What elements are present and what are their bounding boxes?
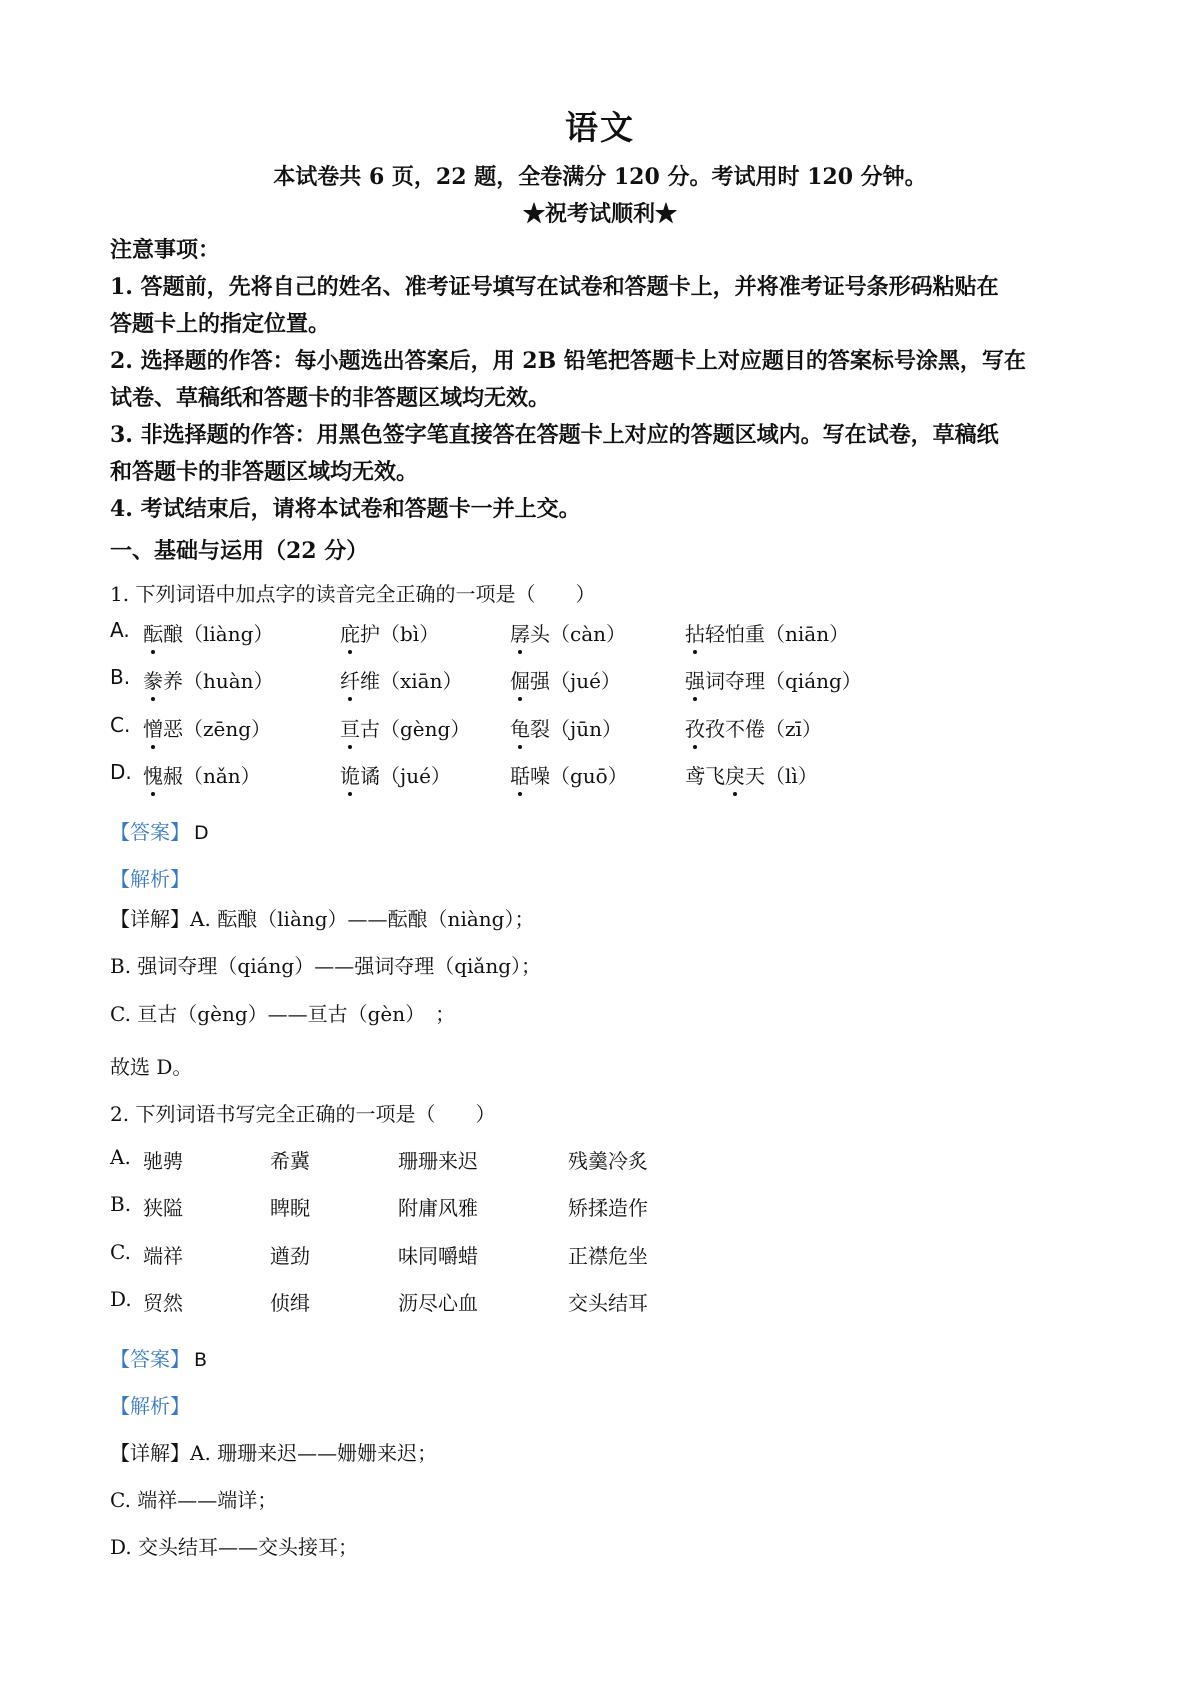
note-line: 和答题卡的非答题区域均无效。 — [110, 459, 419, 485]
analysis-line — [110, 1390, 190, 1419]
dotted-char: 愧 — [143, 764, 163, 788]
option-word: 遒劲 — [270, 1244, 310, 1268]
dotted-char: 聒 — [510, 764, 530, 788]
option-word: 味同嚼蜡 — [398, 1244, 478, 1268]
word-rest: 维（xiān） — [360, 669, 463, 693]
dotted-char: 拈 — [685, 622, 705, 646]
detail-line: B. 强词夺理（qiáng）——强词夺理（qiǎng）； — [110, 954, 542, 978]
dotted-char: 倔 — [510, 669, 530, 693]
note-line: 答题卡上的指定位置。 — [110, 311, 331, 337]
detail-line: C. 端祥——端详； — [110, 1488, 278, 1512]
dotted-char: 憎 — [143, 717, 163, 741]
page-title: 语文 — [565, 108, 635, 147]
dotted-char: 孜 — [685, 717, 705, 741]
option-word — [510, 713, 622, 742]
word-prefix: 鸢飞 — [685, 764, 725, 788]
note-line: 1. 答题前，先将自己的姓名、准考证号填写在试卷和答题卡上，并将准考证号条形码粘贴在 — [110, 274, 999, 300]
analysis-line — [110, 863, 190, 892]
option-word: 睥睨 — [270, 1196, 310, 1220]
word-rest: 轻怕重（niān） — [705, 622, 850, 646]
option-word — [143, 665, 274, 694]
note-line: 4. 考试结束后，请将本试卷和答题卡一并上交。 — [110, 496, 581, 522]
word-rest: 恶（zēng） — [163, 717, 272, 741]
word-rest: 裂（jūn） — [530, 717, 622, 741]
question-1-stem: 1. 下列词语中加点字的读音完全正确的一项是（ ） — [110, 582, 596, 606]
answer-line — [110, 816, 209, 845]
option-label: A. — [110, 618, 130, 642]
section-heading: 一、基础与运用（22 分） — [110, 538, 369, 564]
word-rest: 词夺理（qiáng） — [705, 669, 862, 693]
word-rest: 酿（liàng） — [163, 622, 274, 646]
option-word: 端祥 — [143, 1244, 183, 1268]
option-label: C. — [110, 1240, 131, 1264]
dotted-char: 纤 — [340, 669, 360, 693]
option-label: A. — [110, 1145, 131, 1169]
option-word: 残羹冷炙 — [568, 1149, 648, 1173]
detail-line: D. 交头结耳——交头接耳； — [110, 1535, 359, 1559]
good-luck-line: ★祝考试顺利★ — [522, 201, 677, 227]
notes-heading: 注意事项： — [110, 237, 221, 263]
word-rest: 天（lì） — [745, 764, 818, 788]
analysis-tag: 【解析】 — [110, 867, 190, 891]
option-word: 希冀 — [270, 1149, 310, 1173]
option-word — [340, 665, 462, 694]
option-word — [340, 618, 439, 647]
answer-value: B — [194, 1349, 208, 1371]
dotted-char: 亘 — [340, 717, 360, 741]
notes-block — [110, 232, 1100, 528]
word-rest: 谲（jué） — [360, 764, 451, 788]
detail-line: 【详解】A. 珊珊来迟——姗姗来迟； — [110, 1441, 438, 1465]
word-rest: 孜不倦（zī） — [705, 717, 822, 741]
option-label: D. — [110, 760, 132, 784]
word-rest: 赧（nǎn） — [163, 764, 261, 788]
dotted-char: 诡 — [340, 764, 360, 788]
word-rest: 护（bì） — [360, 622, 440, 646]
option-word — [685, 665, 862, 694]
option-word — [510, 618, 626, 647]
option-label: B. — [110, 1192, 132, 1216]
option-word: 侦缉 — [270, 1291, 310, 1315]
option-word — [510, 665, 621, 694]
answer-value: D — [194, 822, 209, 844]
option-word: 正襟危坐 — [568, 1244, 648, 1268]
exam-info: 本试卷共 6 页，22 题，全卷满分 120 分。考试用时 120 分钟。 — [273, 164, 927, 190]
dotted-char: 孱 — [510, 622, 530, 646]
word-rest: 噪（guō） — [530, 764, 628, 788]
option-word — [143, 713, 271, 742]
word-rest: 古（gèng） — [360, 717, 471, 741]
option-label: B. — [110, 665, 131, 689]
note-line: 试卷、草稿纸和答题卡的非答题区域均无效。 — [110, 385, 551, 411]
question-2-stem: 2. 下列词语书写完全正确的一项是（ ） — [110, 1102, 496, 1126]
dotted-char: 豢 — [143, 669, 163, 693]
option-word: 附庸风雅 — [398, 1196, 478, 1220]
detail-line: C. 亘古（gèng）——亘古（gèn） ； — [110, 1002, 456, 1026]
detail-line: 【详解】A. 酝酿（liàng）——酝酿（niàng）； — [110, 907, 535, 931]
option-word — [340, 760, 451, 789]
option-label: D. — [110, 1287, 132, 1311]
word-rest: 头（càn） — [530, 622, 627, 646]
dotted-char: 酝 — [143, 622, 163, 646]
word-rest: 强（jué） — [530, 669, 621, 693]
answer-tag: 【答案】 — [110, 820, 190, 844]
option-word: 狭隘 — [143, 1196, 183, 1220]
answer-tag: 【答案】 — [110, 1347, 190, 1371]
option-word — [510, 760, 628, 789]
option-word — [340, 713, 470, 742]
option-word — [685, 760, 818, 789]
option-word: 贸然 — [143, 1291, 183, 1315]
option-word: 珊珊来迟 — [398, 1149, 478, 1173]
option-word: 交头结耳 — [568, 1291, 648, 1315]
note-line: 3. 非选择题的作答：用黑色签字笔直接答在答题卡上对应的答题区域内。写在试卷，草稿纸 — [110, 422, 999, 448]
dotted-char: 戾 — [725, 764, 745, 788]
detail-line: 故选 D。 — [110, 1055, 193, 1079]
dotted-char: 庇 — [340, 622, 360, 646]
option-word — [143, 760, 261, 789]
option-label: C. — [110, 713, 131, 737]
option-word — [143, 618, 273, 647]
answer-line — [110, 1343, 207, 1372]
note-line: 2. 选择题的作答：每小题选出答案后，用 2B 铅笔把答题卡上对应题目的答案标号涂黑，写在 — [110, 348, 1026, 374]
option-word: 沥尽心血 — [398, 1291, 478, 1315]
dotted-char: 龟 — [510, 717, 530, 741]
word-rest: 养（huàn） — [163, 669, 274, 693]
analysis-tag: 【解析】 — [110, 1394, 190, 1418]
option-word — [685, 713, 822, 742]
option-word: 矫揉造作 — [568, 1196, 648, 1220]
dotted-char: 强 — [685, 669, 705, 693]
option-word: 驰骋 — [143, 1149, 183, 1173]
option-word — [685, 618, 849, 647]
